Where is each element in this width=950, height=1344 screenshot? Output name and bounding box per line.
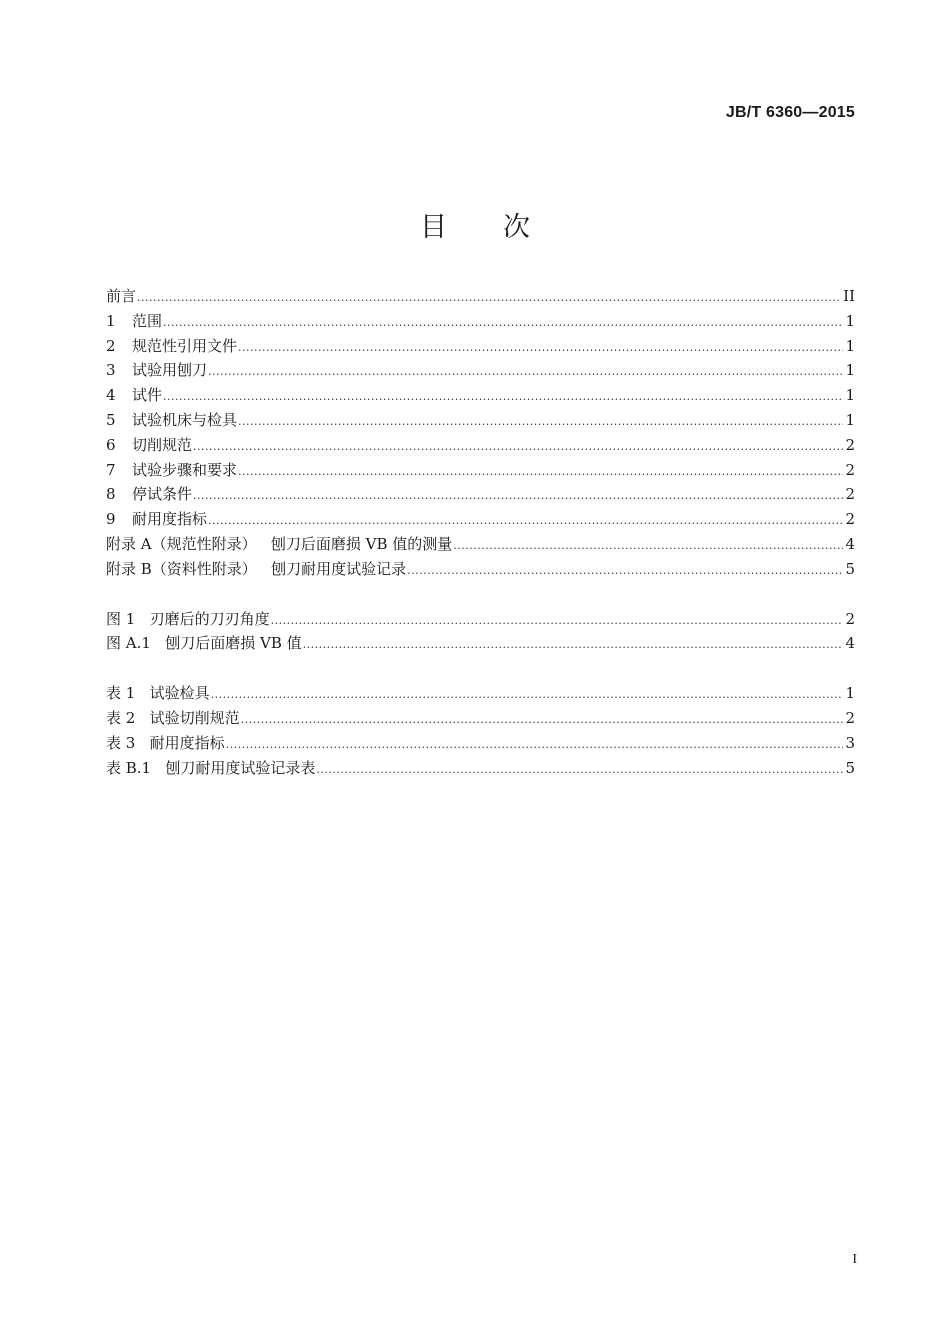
toc-entry[interactable] xyxy=(106,408,855,433)
toc-entry-label: 试件 xyxy=(132,386,163,405)
toc-entry-number: 5 xyxy=(106,410,116,429)
toc-entry[interactable] xyxy=(106,433,855,458)
toc-entry-page: 2 xyxy=(845,510,855,529)
toc-entry-label: 范围 xyxy=(132,311,163,330)
toc-entry-page: 1 xyxy=(845,684,855,703)
title-char-1: 目 xyxy=(420,212,447,243)
toc-group xyxy=(106,681,855,780)
toc-entry[interactable] xyxy=(106,309,855,334)
toc-entry-label: 表 2 试验切削规范 xyxy=(106,708,240,727)
toc-entry-label: 切削规范 xyxy=(132,435,193,454)
toc-entry-label: 表 B.1 刨刀耐用度试验记录表 xyxy=(106,758,316,777)
toc-entry-page: 2 xyxy=(845,435,855,454)
toc-entry-label: 耐用度指标 xyxy=(132,510,208,529)
toc-entry-page: 2 xyxy=(845,708,855,727)
toc-entry-page: 5 xyxy=(845,559,855,578)
toc-dot-leader xyxy=(453,534,843,559)
toc-entry-page: 2 xyxy=(845,485,855,504)
toc-dot-leader xyxy=(208,509,843,534)
toc-entry[interactable] xyxy=(106,532,855,557)
toc-entry-page: 1 xyxy=(845,410,855,429)
toc-entry-number: 9 xyxy=(106,510,116,529)
toc-dot-leader xyxy=(163,385,843,410)
toc-entry-label: 试验用刨刀 xyxy=(132,361,208,380)
toc-dot-leader xyxy=(211,683,844,708)
toc-entry[interactable] xyxy=(106,731,855,756)
toc-entry-page: II xyxy=(843,287,855,305)
toc-entry-number: 6 xyxy=(106,435,116,454)
toc-dot-leader xyxy=(316,758,843,783)
toc-entry-page: 2 xyxy=(845,460,855,479)
toc-entry[interactable] xyxy=(106,383,855,408)
toc-dot-leader xyxy=(303,633,844,658)
toc-dot-leader xyxy=(193,484,843,509)
toc-group xyxy=(106,284,855,582)
toc-entry-number: 3 xyxy=(106,361,116,380)
title-char-2: 次 xyxy=(503,212,530,243)
toc-dot-leader xyxy=(241,708,844,733)
toc-dot-leader xyxy=(271,609,844,634)
toc-entry-label: 表 1 试验检具 xyxy=(106,684,210,703)
toc-entry[interactable] xyxy=(106,706,855,731)
toc-dot-leader xyxy=(208,360,843,385)
toc-dot-leader xyxy=(137,286,841,311)
toc-entry[interactable] xyxy=(106,482,855,507)
toc-entry-label: 前言 xyxy=(106,287,137,305)
toc-entry-page: 1 xyxy=(845,386,855,405)
toc-entry-label: 附录 B（资料性附录） 刨刀耐用度试验记录 xyxy=(106,559,407,578)
toc-entry-page: 5 xyxy=(845,758,855,777)
toc-entry-page: 4 xyxy=(845,534,855,553)
toc-entry-number: 1 xyxy=(106,311,116,330)
toc-entry[interactable] xyxy=(106,458,855,483)
table-of-contents xyxy=(106,284,855,780)
toc-entry-number: 8 xyxy=(106,485,116,504)
toc-entry[interactable] xyxy=(106,681,855,706)
toc-entry-page: 2 xyxy=(845,609,855,628)
toc-entry-page: 1 xyxy=(845,336,855,355)
toc-entry-page: 1 xyxy=(845,311,855,330)
toc-entry-label: 试验机床与检具 xyxy=(132,410,238,429)
toc-entry[interactable] xyxy=(106,607,855,632)
toc-dot-leader xyxy=(226,733,844,758)
toc-entry-label: 规范性引用文件 xyxy=(132,336,238,355)
toc-entry[interactable] xyxy=(106,507,855,532)
toc-entry-number: 7 xyxy=(106,460,116,479)
toc-entry-number: 4 xyxy=(106,386,116,405)
toc-entry-label: 图 A.1 刨刀后面磨损 VB 值 xyxy=(106,634,302,653)
toc-dot-leader xyxy=(193,435,843,460)
toc-entry-number: 2 xyxy=(106,336,116,355)
toc-entry[interactable] xyxy=(106,631,855,656)
page-number: I xyxy=(852,1252,857,1267)
toc-group xyxy=(106,607,855,657)
toc-dot-leader xyxy=(407,559,843,584)
toc-entry[interactable] xyxy=(106,557,855,582)
document-code: JB/T 6360—2015 xyxy=(725,104,855,121)
toc-dot-leader xyxy=(163,311,843,336)
toc-entry-label: 图 1 刃磨后的刀刃角度 xyxy=(106,609,270,628)
toc-entry-label: 表 3 耐用度指标 xyxy=(106,733,225,752)
toc-entry-page: 3 xyxy=(845,733,855,752)
toc-dot-leader xyxy=(238,460,843,485)
toc-entry-label: 试验步骤和要求 xyxy=(132,460,238,479)
toc-entry-label: 停试条件 xyxy=(132,485,193,504)
toc-entry[interactable] xyxy=(106,358,855,383)
toc-dot-leader xyxy=(238,336,843,361)
page-title xyxy=(0,205,950,244)
toc-entry-label: 附录 A（规范性附录） 刨刀后面磨损 VB 值的测量 xyxy=(106,534,453,553)
toc-dot-leader xyxy=(238,410,843,435)
toc-entry[interactable] xyxy=(106,756,855,781)
toc-entry[interactable] xyxy=(106,284,855,309)
toc-entry[interactable] xyxy=(106,334,855,359)
toc-entry-page: 1 xyxy=(845,361,855,380)
toc-entry-page: 4 xyxy=(845,634,855,653)
